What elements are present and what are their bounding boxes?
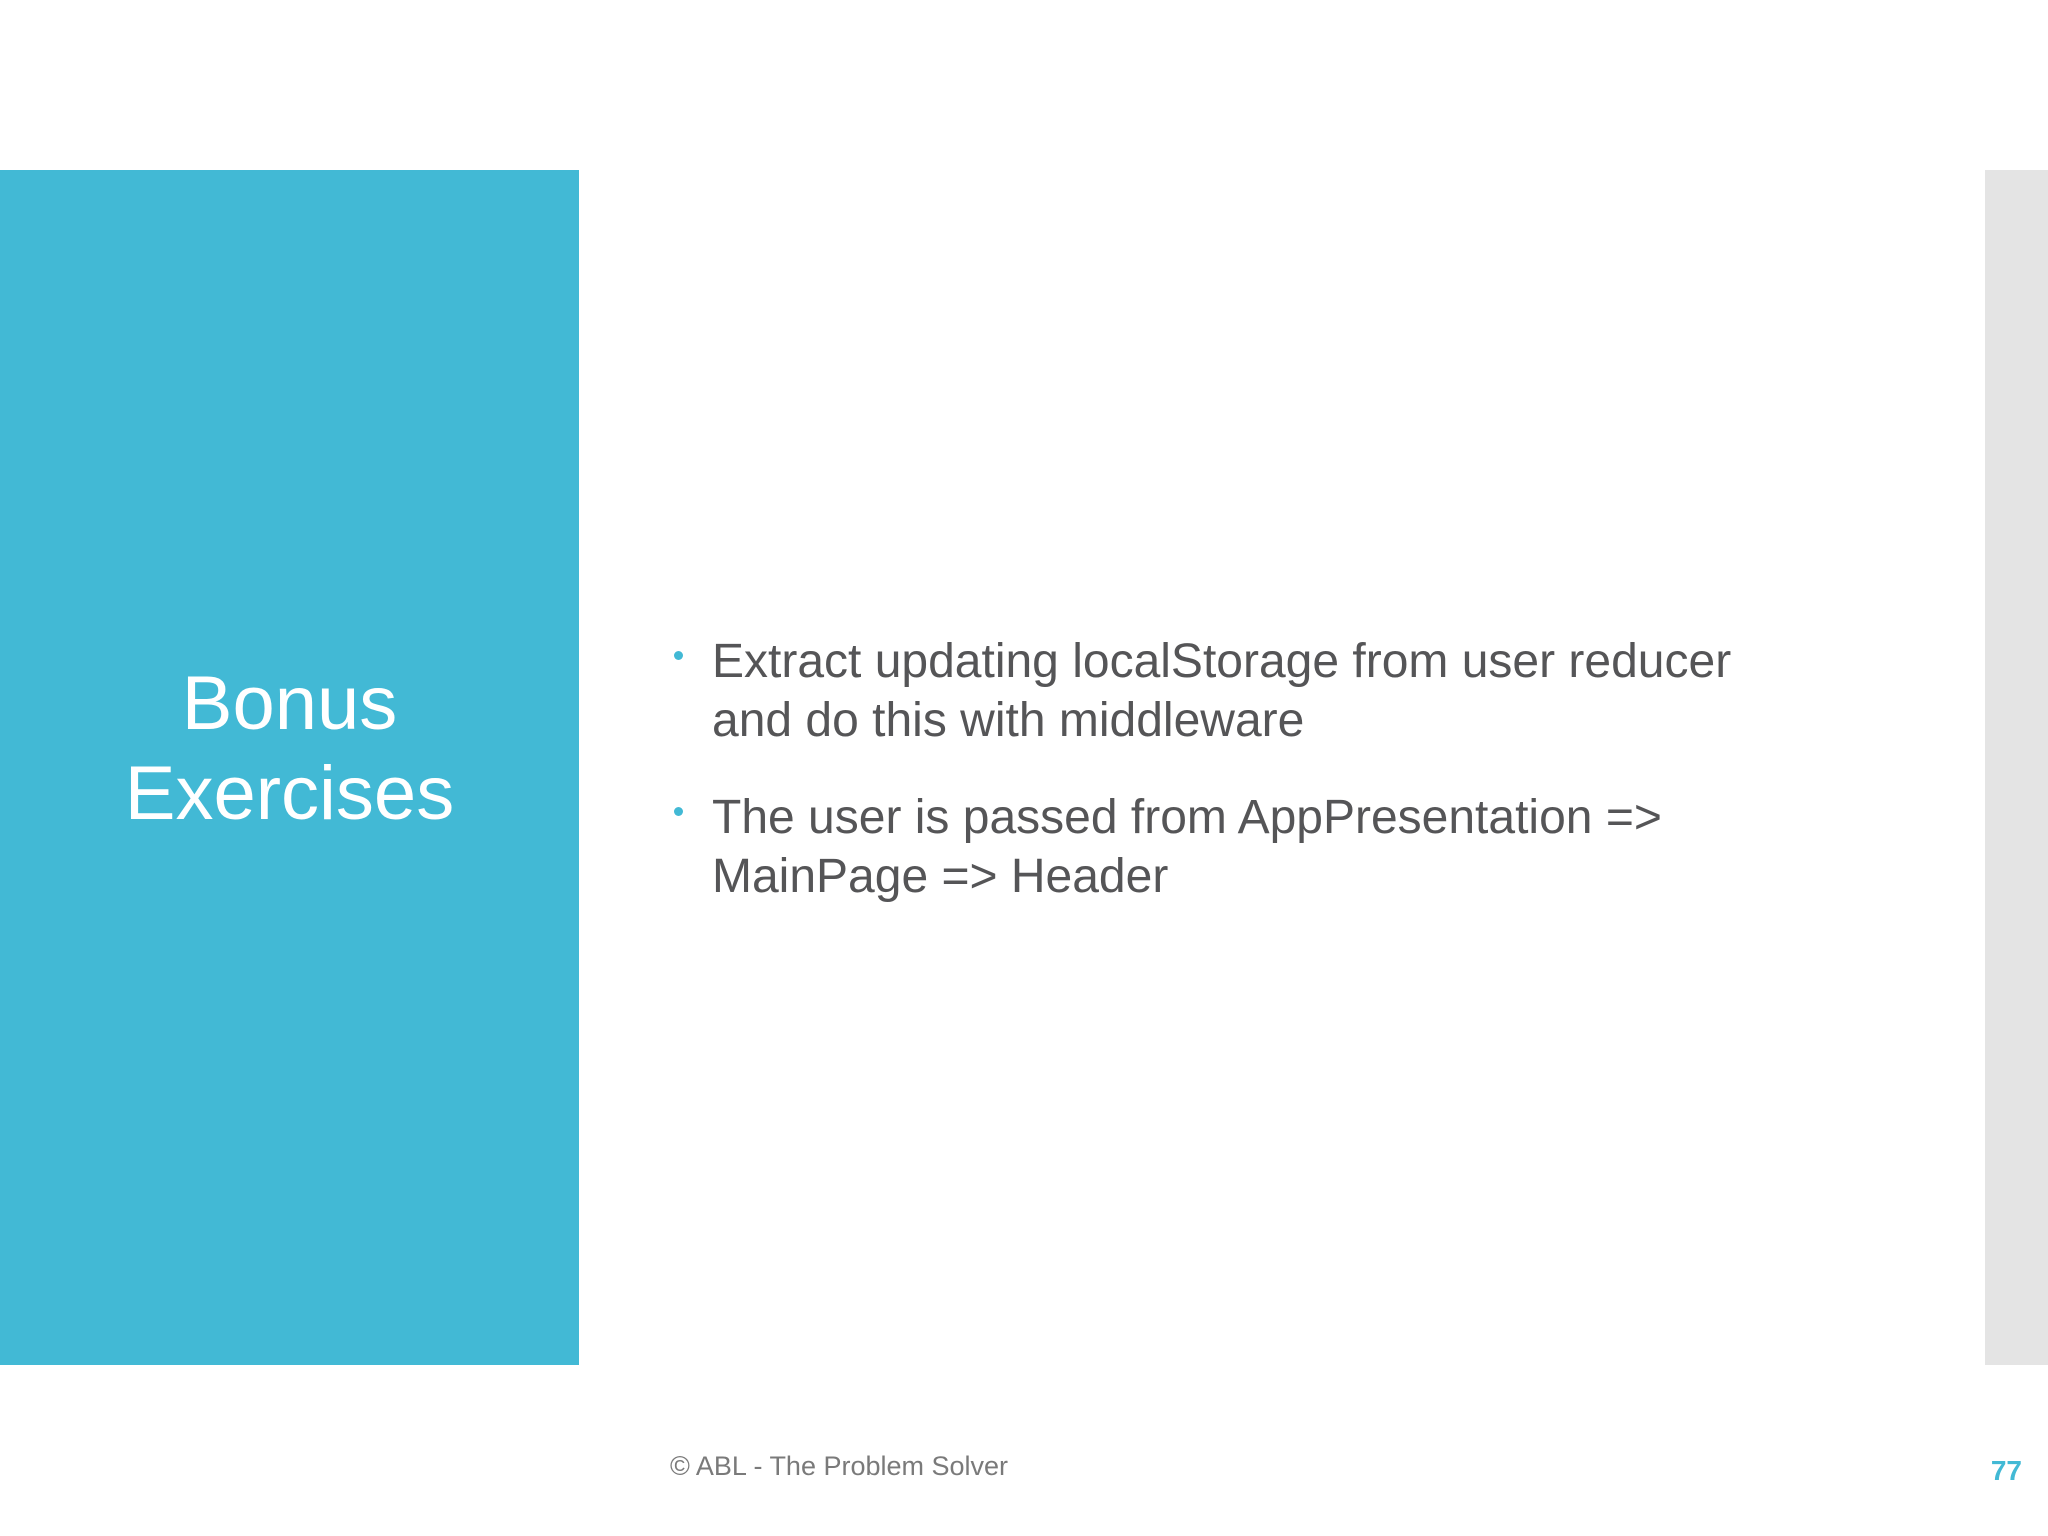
bullet-text-line: The user is passed from AppPresentation => xyxy=(712,791,1662,844)
title-panel xyxy=(0,170,579,1365)
slide-title-line-1: Bonus xyxy=(181,661,398,746)
bullet-dot-icon xyxy=(674,807,683,816)
bullet-dot-icon xyxy=(674,651,683,660)
bullet-list xyxy=(670,632,1870,944)
bullet-text-line: and do this with middleware xyxy=(712,694,1305,747)
slide-title xyxy=(50,659,530,839)
page-number: 77 xyxy=(1990,1455,2022,1486)
slide-title-line-2: Exercises xyxy=(124,751,455,836)
bullet-item xyxy=(670,788,1870,906)
bullet-text-line: MainPage => Header xyxy=(712,850,1169,903)
right-side-strip xyxy=(1985,170,2048,1365)
bullet-item xyxy=(670,632,1870,750)
bullet-text-line: Extract updating localStorage from user reducer xyxy=(712,635,1732,688)
footer-copyright: © ABL - The Problem Solver xyxy=(670,1451,1009,1481)
